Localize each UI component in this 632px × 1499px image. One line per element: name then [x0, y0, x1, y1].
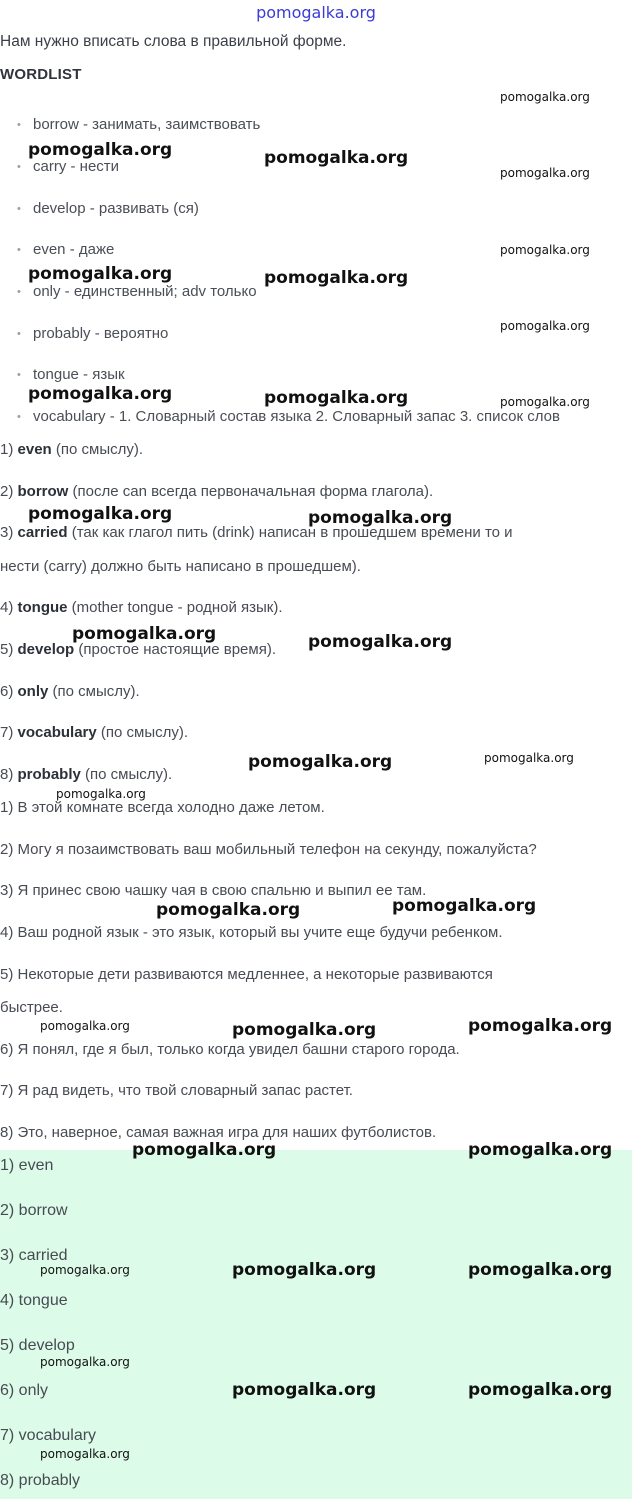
- watermark: pomogalka.org: [56, 787, 146, 801]
- wordlist-item: • vocabulary - 1. Словарный состав языка 2. Словарный запас 3. список слов: [17, 408, 560, 425]
- translation-line: 5) Некоторые дети развиваются медленнее, а некоторые развиваются: [0, 966, 493, 983]
- answer-item: 4) tongue: [0, 1292, 68, 1309]
- watermark: pomogalka.org: [264, 388, 409, 408]
- watermark: pomogalka.org: [156, 900, 301, 920]
- answer-item: 3) carried: [0, 1247, 68, 1264]
- explanation-line: 6) only (по смыслу).: [0, 683, 140, 700]
- translation-line: 4) Ваш родной язык - это язык, который вы учите еще будучи ребенком.: [0, 924, 503, 941]
- answer-item: 6) only: [0, 1382, 49, 1399]
- watermark: pomogalka.org: [500, 243, 590, 257]
- watermark: pomogalka.org: [40, 1019, 130, 1033]
- answer-item: 7) vocabulary: [0, 1427, 97, 1444]
- watermark: pomogalka.org: [72, 624, 217, 644]
- watermark: pomogalka.org: [392, 896, 537, 916]
- translation-line: 7) Я рад видеть, что твой словарный запас растет.: [0, 1082, 353, 1099]
- watermark: pomogalka.org: [248, 752, 393, 772]
- answer-item: 8) probably: [0, 1472, 81, 1489]
- explanation-line: 3) carried (так как глагол пить (drink) написан в прошедшем времени то и: [0, 524, 513, 541]
- wordlist-item: • only - единственный; adv только: [17, 283, 257, 300]
- watermark: pomogalka.org: [468, 1380, 613, 1400]
- explanation-line: 1) even (по смыслу).: [0, 441, 144, 458]
- wordlist-item: • develop - развивать (ся): [17, 200, 199, 217]
- watermark: pomogalka.org: [500, 166, 590, 180]
- explanation-line: 5) develop (простое настоящие время).: [0, 641, 276, 658]
- translation-line: 8) Это, наверное, самая важная игра для наших футболистов.: [0, 1124, 437, 1141]
- watermark: pomogalka.org: [28, 140, 173, 160]
- wordlist-item: • even - даже: [17, 241, 114, 258]
- translation-line: 2) Могу я позаимствовать ваш мобильный телефон на секунду, пожалуйста?: [0, 841, 537, 858]
- watermark: pomogalka.org: [40, 1355, 130, 1369]
- watermark: pomogalka.org: [28, 384, 173, 404]
- site-header-link[interactable]: pomogalka.org: [256, 3, 376, 22]
- explanation-line: 4) tongue (mother tongue - родной язык).: [0, 599, 283, 616]
- explanation-line: нести (carry) должно быть написано в прошедшем).: [0, 558, 361, 575]
- wordlist-item: • borrow - занимать, заимствовать: [17, 116, 260, 133]
- watermark: pomogalka.org: [308, 632, 453, 652]
- answer-item: 5) develop: [0, 1337, 75, 1354]
- watermark: pomogalka.org: [40, 1263, 130, 1277]
- watermark: pomogalka.org: [232, 1020, 377, 1040]
- watermark: pomogalka.org: [468, 1140, 613, 1160]
- watermark: pomogalka.org: [468, 1260, 613, 1280]
- intro-text: Нам нужно вписать слова в правильной форме.: [0, 33, 347, 50]
- translation-line: быстрее.: [0, 999, 63, 1016]
- explanation-line: 2) borrow (после can всегда первоначальная форма глагола).: [0, 483, 434, 500]
- watermark: pomogalka.org: [468, 1016, 613, 1036]
- translation-line: 3) Я принес свою чашку чая в свою спальню и выпил ее там.: [0, 882, 427, 899]
- wordlist-heading: WORDLIST: [0, 66, 82, 83]
- explanation-line: 8) probably (по смыслу).: [0, 766, 173, 783]
- watermark: pomogalka.org: [132, 1140, 277, 1160]
- watermark: pomogalka.org: [28, 504, 173, 524]
- wordlist-item: • probably - вероятно: [17, 325, 168, 342]
- watermark: pomogalka.org: [232, 1260, 377, 1280]
- wordlist-item: • tongue - язык: [17, 366, 125, 383]
- watermark: pomogalka.org: [308, 508, 453, 528]
- watermark: pomogalka.org: [28, 264, 173, 284]
- watermark: pomogalka.org: [40, 1447, 130, 1461]
- watermark: pomogalka.org: [264, 148, 409, 168]
- explanation-line: 7) vocabulary (по смыслу).: [0, 724, 189, 741]
- watermark: pomogalka.org: [264, 268, 409, 288]
- answer-item: 1) even: [0, 1157, 54, 1174]
- watermark: pomogalka.org: [232, 1380, 377, 1400]
- translation-line: 6) Я понял, где я был, только когда увидел башни старого города.: [0, 1041, 460, 1058]
- watermark: pomogalka.org: [500, 90, 590, 104]
- answer-item: 2) borrow: [0, 1202, 68, 1219]
- wordlist-item: • carry - нести: [17, 158, 119, 175]
- watermark: pomogalka.org: [500, 319, 590, 333]
- watermark: pomogalka.org: [484, 751, 574, 765]
- translation-line: 1) В этой комнате всегда холодно даже летом.: [0, 799, 325, 816]
- watermark: pomogalka.org: [500, 395, 590, 409]
